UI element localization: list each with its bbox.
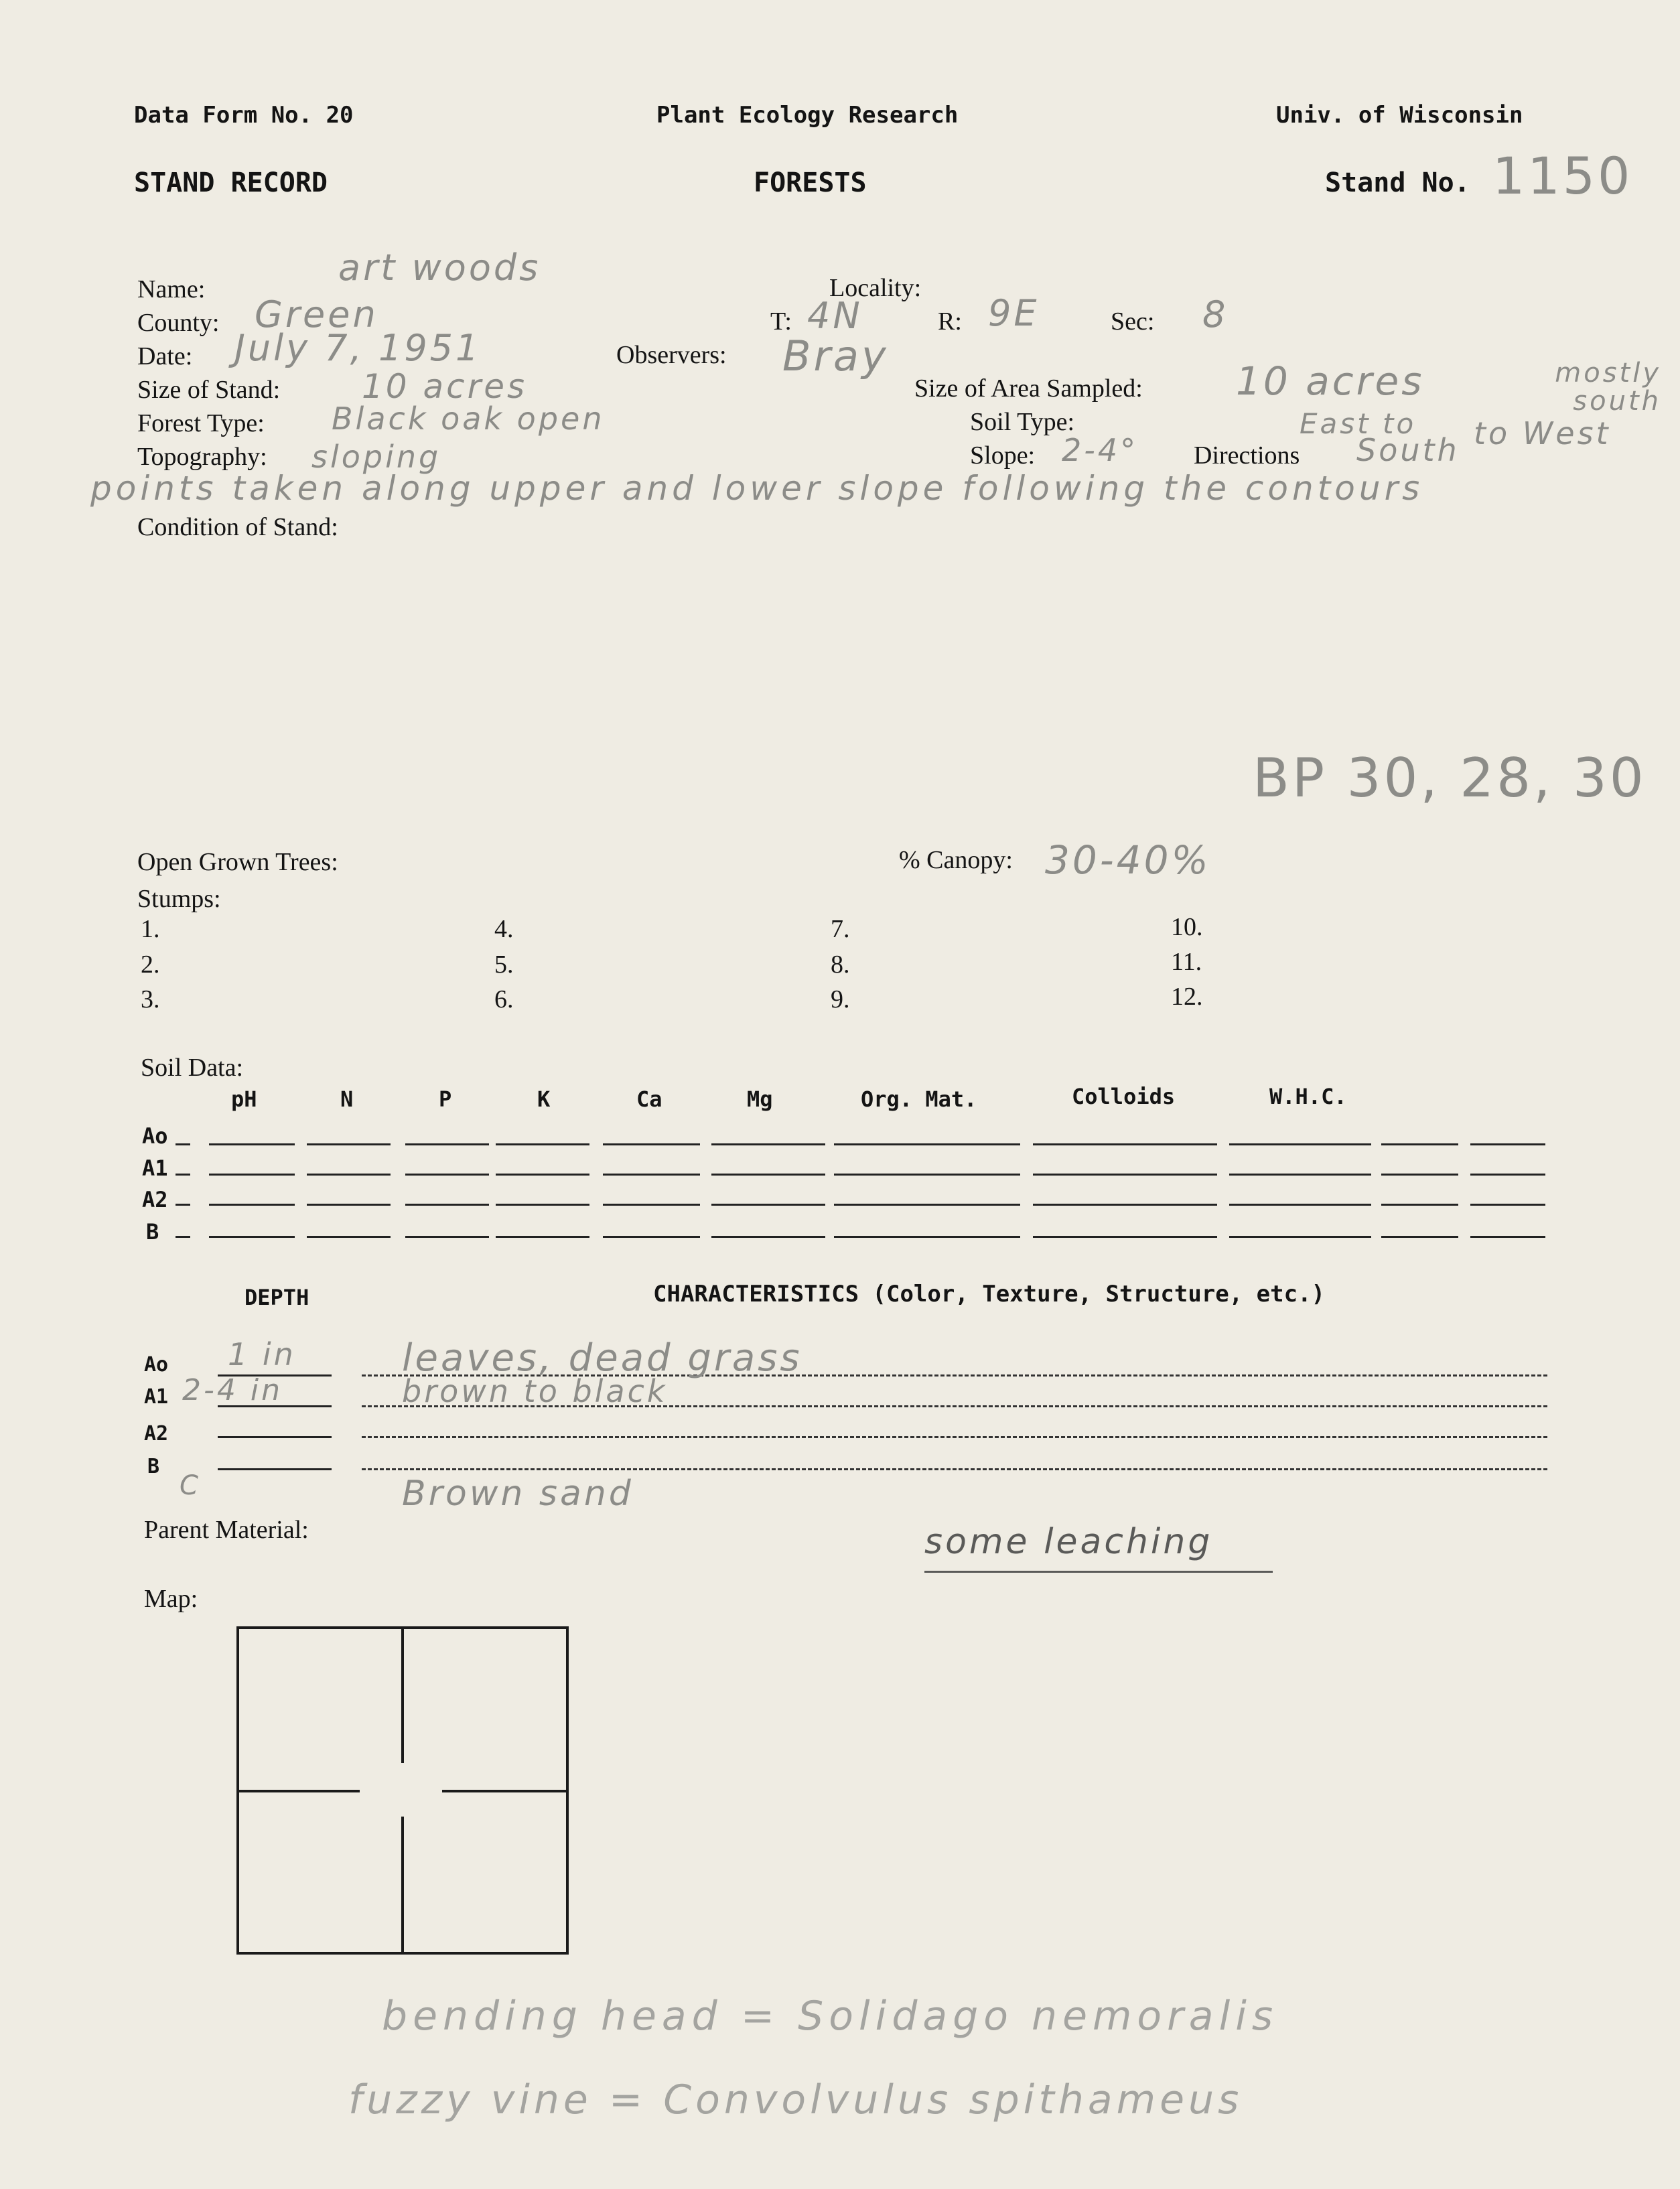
name-label: Name: xyxy=(137,275,206,303)
sec-label: Sec: xyxy=(1111,307,1155,336)
a1-characteristics-value: brown to black xyxy=(402,1373,668,1409)
depth-row-a1: A1 xyxy=(144,1385,169,1409)
topography-value: sloping xyxy=(311,439,441,475)
stump-4: 4. xyxy=(494,915,514,943)
slope-value: 2-4° xyxy=(1062,432,1139,468)
stump-11: 11. xyxy=(1171,948,1202,976)
record-type: FORESTS xyxy=(754,167,867,198)
county-label: County: xyxy=(137,309,220,337)
soil-header-k: K xyxy=(537,1086,551,1112)
soil-header-n: N xyxy=(340,1086,354,1112)
stump-8: 8. xyxy=(831,950,850,979)
condition-label: Condition of Stand: xyxy=(137,513,338,541)
canopy-label: % Canopy: xyxy=(899,846,1013,874)
soil-row-b: B xyxy=(146,1219,159,1245)
soil-type-label: Soil Type: xyxy=(970,408,1075,436)
slope-label: Slope: xyxy=(970,441,1036,470)
form-number: Data Form No. 20 xyxy=(134,102,354,129)
bp-note: BP 30, 28, 30 xyxy=(1253,747,1647,809)
directions-value-2: South xyxy=(1356,432,1460,468)
observers-label: Observers: xyxy=(616,341,727,369)
depth-row-ao: Ao xyxy=(144,1353,169,1376)
size-of-area-label: Size of Area Sampled: xyxy=(914,374,1143,403)
stand-no-value: 1150 xyxy=(1492,146,1633,206)
county-value: Green xyxy=(255,293,378,336)
univ-name: Univ. of Wisconsin xyxy=(1276,102,1523,129)
size-of-area-value: 10 acres xyxy=(1236,358,1425,404)
parent-material-label: Parent Material: xyxy=(144,1516,309,1544)
depth-label: DEPTH xyxy=(244,1285,309,1310)
stump-5: 5. xyxy=(494,950,514,979)
size-of-stand-value: 10 acres xyxy=(362,367,528,406)
directions-value-3: to West xyxy=(1474,415,1611,451)
r-value: 9E xyxy=(988,292,1040,334)
bottom-note-2: fuzzy vine = Convolvulus spithameus xyxy=(348,2076,1243,2123)
map-label: Map: xyxy=(144,1585,198,1613)
r-label: R: xyxy=(938,307,962,336)
condition-note: points taken along upper and lower slope following the contours xyxy=(90,469,1424,508)
directions-label: Directions xyxy=(1194,441,1300,470)
stump-3: 3. xyxy=(141,985,160,1013)
depth-row-b: B xyxy=(147,1455,160,1478)
t-value: 4N xyxy=(807,295,863,337)
record-title: STAND RECORD xyxy=(134,167,328,198)
stump-6: 6. xyxy=(494,985,514,1013)
soil-header-whc: W.H.C. xyxy=(1269,1084,1347,1109)
date-label: Date: xyxy=(137,342,193,370)
stump-7: 7. xyxy=(831,915,850,943)
stump-2: 2. xyxy=(141,950,160,979)
soil-header-org-mat: Org. Mat. xyxy=(861,1086,977,1112)
soil-header-mg: Mg xyxy=(747,1086,773,1112)
stand-no-label: Stand No. xyxy=(1325,167,1470,198)
c-horizon-label: C xyxy=(180,1470,201,1501)
mostly-south: mostly south xyxy=(1555,358,1661,417)
leaching-underline xyxy=(924,1571,1273,1573)
soil-header-ca: Ca xyxy=(636,1086,662,1112)
a1-depth-value: 2-4 in xyxy=(182,1373,283,1407)
c-characteristics-value: Brown sand xyxy=(402,1474,634,1514)
locality-label: Locality: xyxy=(829,274,922,302)
depth-row-a2: A2 xyxy=(144,1422,169,1445)
soil-header-colloids: Colloids xyxy=(1072,1084,1176,1109)
date-value: July 7, 1951 xyxy=(234,327,482,369)
org-name: Plant Ecology Research xyxy=(656,102,959,129)
name-value: art woods xyxy=(338,246,541,289)
topography-label: Topography: xyxy=(137,443,267,471)
forest-type-label: Forest Type: xyxy=(137,409,265,437)
directions-value-1: East to xyxy=(1300,407,1417,440)
stumps-label: Stumps: xyxy=(137,885,221,913)
stump-1: 1. xyxy=(141,915,160,943)
soil-row-a2: A2 xyxy=(142,1187,168,1212)
stump-10: 10. xyxy=(1171,913,1203,941)
open-grown-trees-label: Open Grown Trees: xyxy=(137,848,338,876)
canopy-value: 30-40% xyxy=(1045,837,1211,883)
leaching-note: some leaching xyxy=(924,1522,1213,1562)
soil-header-p: P xyxy=(439,1086,452,1112)
soil-row-ao: Ao xyxy=(142,1123,168,1149)
map-grid xyxy=(236,1626,569,1955)
characteristics-label: CHARACTERISTICS (Color, Texture, Structure, etc.) xyxy=(653,1281,1326,1308)
soil-row-a1: A1 xyxy=(142,1155,168,1181)
soil-header-ph: pH xyxy=(231,1086,257,1112)
sec-value: 8 xyxy=(1202,293,1229,336)
size-of-stand-label: Size of Stand: xyxy=(137,376,281,404)
forest-type-value: Black oak open xyxy=(332,401,605,437)
soil-data-label: Soil Data: xyxy=(141,1054,244,1082)
ao-characteristics-value: leaves, dead grass xyxy=(402,1336,802,1380)
ao-depth-value: 1 in xyxy=(228,1336,296,1372)
observers-value: Bray xyxy=(782,332,889,380)
t-label: T: xyxy=(770,307,792,336)
stump-9: 9. xyxy=(831,985,850,1013)
stump-12: 12. xyxy=(1171,983,1203,1011)
bottom-note-1: bending head = Solidago nemoralis xyxy=(382,1993,1279,2040)
